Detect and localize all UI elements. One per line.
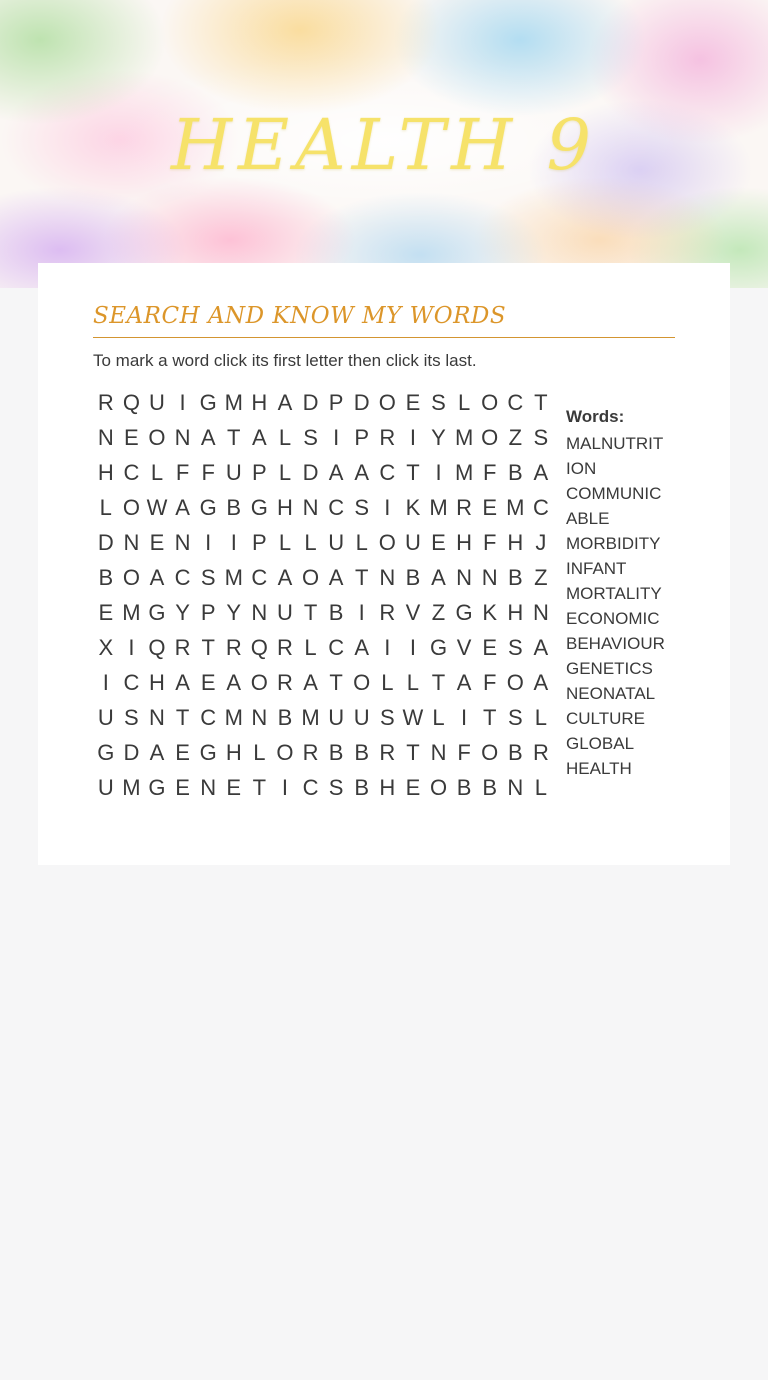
grid-letter[interactable]: N [430, 740, 447, 765]
grid-letter[interactable]: R [302, 740, 319, 765]
grid-letter[interactable]: H [97, 460, 114, 485]
grid-letter[interactable]: P [328, 390, 344, 415]
grid-letter[interactable]: M [454, 460, 474, 485]
grid-letter[interactable]: C [507, 390, 524, 415]
grid-letter[interactable]: N [481, 565, 498, 590]
grid-letter[interactable]: E [149, 530, 165, 555]
grid-letter[interactable]: I [102, 670, 109, 695]
grid-letter[interactable]: A [149, 740, 165, 765]
grid-letter[interactable]: I [384, 635, 391, 660]
grid-letter[interactable]: F [175, 460, 190, 485]
grid-letter[interactable]: C [200, 705, 217, 730]
grid-letter[interactable]: H [507, 600, 524, 625]
grid-letter[interactable]: A [252, 425, 267, 450]
grid-letter[interactable]: I [461, 705, 468, 730]
grid-letter[interactable]: X [98, 635, 114, 660]
grid-letter[interactable]: I [205, 530, 212, 555]
grid-letter[interactable]: B [456, 775, 472, 800]
grid-letter[interactable]: E [482, 495, 498, 520]
grid-letter[interactable]: L [253, 740, 266, 765]
grid-letter[interactable]: E [175, 740, 190, 765]
grid-letter[interactable]: G [97, 740, 115, 765]
grid-letter[interactable]: L [278, 425, 292, 450]
puzzle-card [38, 263, 730, 865]
grid-letter[interactable]: O [301, 565, 320, 590]
grid-letter[interactable]: L [355, 530, 368, 555]
grid-letter[interactable]: C [379, 460, 396, 485]
grid-letter[interactable]: M [454, 425, 474, 450]
word-list-item: MORBIDITY [566, 534, 661, 553]
grid-letter[interactable]: T [406, 740, 420, 765]
grid-letter[interactable]: I [281, 775, 289, 800]
grid-letter[interactable]: Z [508, 425, 523, 450]
grid-letter[interactable]: O [481, 425, 499, 450]
grid-letter[interactable]: M [224, 705, 243, 730]
grid-letter[interactable]: B [98, 565, 114, 590]
grid-letter[interactable]: A [354, 635, 370, 660]
grid-letter[interactable]: L [534, 775, 548, 800]
grid-letter[interactable]: S [379, 705, 395, 730]
grid-letter[interactable]: A [200, 425, 216, 450]
grid-letter[interactable]: B [482, 775, 498, 800]
grid-letter[interactable]: Q [148, 635, 166, 660]
grid-letter[interactable]: U [353, 705, 370, 730]
grid-letter[interactable]: C [251, 565, 268, 590]
grid-letter[interactable]: R [97, 390, 114, 415]
grid-letter[interactable]: A [354, 460, 370, 485]
grid-letter[interactable]: A [533, 460, 549, 485]
grid-letter[interactable]: D [302, 390, 319, 415]
grid-letter[interactable]: E [482, 635, 498, 660]
grid-letter[interactable]: M [429, 495, 448, 520]
grid-letter[interactable]: A [226, 670, 242, 695]
grid-letter[interactable]: C [328, 495, 345, 520]
grid-letter[interactable]: O [481, 390, 499, 415]
grid-letter[interactable]: B [277, 705, 293, 730]
puzzle-title: SEARCH AND KNOW MY WORDS [93, 299, 675, 338]
grid-letter[interactable]: M [506, 495, 525, 520]
grid-letter[interactable]: N [379, 565, 396, 590]
grid-letter[interactable]: S [303, 425, 318, 450]
grid-letter[interactable]: E [98, 600, 114, 625]
grid-letter[interactable]: C [123, 460, 140, 485]
grid-letter[interactable]: O [148, 425, 166, 450]
grid-letter[interactable]: L [304, 530, 317, 555]
grid-letter[interactable]: B [507, 740, 523, 765]
grid-letter[interactable]: R [379, 425, 396, 450]
grid-letter[interactable]: M [122, 600, 141, 625]
grid-letter[interactable]: B [507, 460, 523, 485]
grid-letter[interactable]: O [122, 565, 140, 590]
word-list-items [566, 431, 666, 781]
grid-letter[interactable]: E [200, 670, 216, 695]
grid-letter[interactable]: G [148, 600, 166, 625]
grid-letter[interactable]: D [123, 740, 140, 765]
grid-letter[interactable]: I [333, 425, 340, 450]
grid-letter[interactable]: Z [431, 600, 446, 625]
grid-letter[interactable]: S [200, 565, 216, 590]
grid-letter[interactable]: L [304, 635, 317, 660]
grid-letter[interactable]: L [150, 460, 164, 485]
word-list-item: BEHAVIOUR [566, 634, 665, 653]
grid-letter[interactable]: R [225, 635, 242, 660]
grid-letter[interactable]: R [379, 600, 396, 625]
grid-letter[interactable]: U [225, 460, 242, 485]
grid-letter[interactable]: R [277, 670, 293, 695]
grid-letter[interactable]: N [532, 600, 549, 625]
grid-letter[interactable]: T [406, 460, 420, 485]
word-list-item: NEONATAL [566, 684, 656, 703]
grid-letter[interactable]: D [97, 530, 114, 555]
grid-letter[interactable]: H [251, 390, 268, 415]
grid-letter[interactable]: L [99, 495, 112, 520]
grid-letter[interactable]: L [432, 705, 445, 730]
grid-letter[interactable]: K [482, 600, 498, 625]
grid-letter[interactable]: O [506, 670, 524, 695]
grid-letter[interactable]: T [175, 705, 190, 730]
grid-letter[interactable]: S [124, 705, 139, 730]
grid-letter[interactable]: P [252, 460, 267, 485]
grid-letter[interactable]: B [354, 740, 370, 765]
grid-letter[interactable]: L [534, 705, 548, 730]
grid-letter[interactable]: B [226, 495, 242, 520]
grid-letter[interactable]: U [149, 390, 165, 415]
grid-letter[interactable]: K [405, 495, 421, 520]
grid-letter[interactable]: G [250, 495, 268, 520]
grid-letter[interactable]: H [149, 670, 165, 695]
grid-letter[interactable]: N [149, 705, 165, 730]
grid-letter[interactable]: A [277, 565, 293, 590]
header-banner [0, 0, 768, 288]
grid-letter[interactable]: I [230, 530, 237, 555]
grid-letter[interactable]: S [431, 390, 446, 415]
grid-letter[interactable]: H [379, 775, 396, 800]
grid-letter[interactable]: C [328, 635, 345, 660]
grid-letter[interactable]: T [431, 670, 446, 695]
grid-letter[interactable]: E [124, 425, 139, 450]
word-list-item: MORTALITY [566, 584, 662, 603]
grid-letter[interactable]: Z [534, 565, 548, 590]
grid-letter[interactable]: L [278, 530, 292, 555]
grid-letter[interactable]: F [201, 460, 215, 485]
grid-letter[interactable]: A [533, 670, 549, 695]
grid-letter[interactable]: C [532, 495, 549, 520]
grid-letter[interactable]: U [404, 530, 421, 555]
grid-letter[interactable]: B [328, 740, 344, 765]
grid-letter[interactable]: A [303, 670, 318, 695]
grid-letter[interactable]: U [328, 705, 345, 730]
grid-letter[interactable]: T [252, 775, 267, 800]
word-list-item: CULTURE [566, 709, 646, 728]
grid-letter[interactable]: T [329, 670, 343, 695]
grid-letter[interactable]: I [358, 600, 365, 625]
grid-letter[interactable]: J [535, 530, 547, 555]
grid-letter[interactable]: M [301, 705, 320, 730]
grid-letter[interactable]: M [224, 390, 243, 415]
grid-letter[interactable]: M [224, 565, 243, 590]
grid-letter[interactable]: P [200, 600, 216, 625]
grid-letter[interactable]: O [250, 670, 268, 695]
word-list-item: GLOBAL HEALTH [566, 734, 634, 778]
word-list-item: COMMUNICABLE [566, 484, 662, 528]
grid-letter[interactable]: U [97, 775, 114, 800]
word-list-item: INFANT [566, 559, 627, 578]
grid-letter[interactable]: C [302, 775, 319, 800]
grid-letter[interactable]: G [455, 600, 473, 625]
grid-letter[interactable]: N [302, 495, 319, 520]
grid-letter[interactable]: S [507, 635, 523, 660]
grid-letter[interactable]: N [123, 530, 140, 555]
word-list-item: GENETICS [566, 659, 653, 678]
grid-letter[interactable]: G [199, 740, 217, 765]
grid-letter[interactable]: N [251, 600, 268, 625]
grid-letter[interactable]: T [201, 635, 215, 660]
grid-letter[interactable]: V [456, 635, 472, 660]
grid-letter[interactable]: A [328, 565, 344, 590]
grid-letter[interactable]: B [507, 565, 523, 590]
grid-letter[interactable]: E [226, 775, 242, 800]
grid-letter[interactable]: F [482, 530, 497, 555]
grid-letter[interactable]: I [409, 635, 416, 660]
word-list [566, 405, 666, 781]
grid-letter[interactable]: N [200, 775, 217, 800]
grid-letter[interactable]: S [533, 425, 549, 450]
grid-letter[interactable]: H [507, 530, 524, 555]
page-title: HEALTH 9 [171, 104, 597, 186]
grid-letter[interactable]: B [405, 565, 421, 590]
word-list-label: Words: [566, 407, 625, 426]
grid-letter[interactable]: I [435, 460, 442, 485]
grid-letter[interactable]: A [175, 670, 190, 695]
grid-letter[interactable]: Y [226, 600, 242, 625]
grid-letter[interactable]: Q [122, 390, 140, 415]
grid-letter[interactable]: A [456, 670, 472, 695]
grid-letter[interactable]: A [328, 460, 344, 485]
grid-letter[interactable]: S [354, 495, 370, 520]
grid-letter[interactable]: A [533, 635, 549, 660]
grid-letter[interactable]: O [481, 740, 499, 765]
grid-letter[interactable]: I [384, 495, 391, 520]
grid-letter[interactable]: B [328, 600, 344, 625]
word-search-grid [93, 385, 554, 805]
grid-letter[interactable]: E [431, 530, 446, 555]
grid-letter[interactable]: L [278, 460, 292, 485]
grid-letter[interactable]: F [457, 740, 471, 765]
grid-letter[interactable]: A [277, 390, 293, 415]
grid-letter[interactable]: Y [175, 600, 190, 625]
grid-letter[interactable]: W [402, 705, 424, 730]
grid-letter[interactable]: I [128, 635, 135, 660]
grid-letter[interactable]: M [122, 775, 141, 800]
grid-letter[interactable]: R [456, 495, 473, 520]
grid-letter[interactable]: H [225, 740, 242, 765]
grid-letter[interactable]: R [532, 740, 549, 765]
puzzle-instructions: To mark a word click its first letter then click its last. [93, 351, 477, 370]
grid-letter[interactable]: P [252, 530, 267, 555]
grid-letter[interactable]: O [122, 495, 140, 520]
grid-letter[interactable]: A [149, 565, 165, 590]
grid-letter[interactable]: L [457, 390, 471, 415]
grid-letter[interactable]: S [328, 775, 344, 800]
grid-letter[interactable]: N [174, 530, 191, 555]
word-list-item: MALNUTRITION [566, 434, 664, 478]
grid-letter[interactable]: N [97, 425, 114, 450]
grid-letter[interactable]: G [199, 390, 217, 415]
grid-letter[interactable]: U [328, 530, 345, 555]
grid-letter[interactable]: D [302, 460, 319, 485]
grid-letter[interactable]: T [303, 600, 318, 625]
grid-letter[interactable]: A [175, 495, 190, 520]
grid-letter[interactable]: T [355, 565, 369, 590]
grid-letter[interactable]: V [405, 600, 421, 625]
grid-letter[interactable]: O [276, 740, 294, 765]
grid-letter[interactable]: Y [431, 425, 446, 450]
grid-letter[interactable]: C [174, 565, 191, 590]
grid-letter[interactable]: G [429, 635, 448, 660]
grid-letter[interactable]: N [456, 565, 473, 590]
grid-letter[interactable]: T [534, 390, 548, 415]
grid-letter[interactable]: O [378, 390, 396, 415]
grid-letter[interactable]: O [378, 530, 396, 555]
grid-letter[interactable]: L [406, 670, 420, 695]
grid-letter[interactable]: T [227, 425, 241, 450]
grid-letter[interactable]: H [277, 495, 293, 520]
grid-letter[interactable]: N [174, 425, 191, 450]
grid-letter[interactable]: D [353, 390, 370, 415]
grid-letter[interactable]: P [354, 425, 370, 450]
grid-letter[interactable]: C [123, 670, 140, 695]
grid-letter[interactable]: W [146, 495, 168, 520]
grid-letter[interactable]: U [97, 705, 114, 730]
grid-letter[interactable]: L [381, 670, 394, 695]
grid-letter[interactable]: E [405, 390, 421, 415]
grid-letter[interactable]: B [354, 775, 370, 800]
grid-letter[interactable]: T [482, 705, 497, 730]
word-list-item: ECONOMIC [566, 609, 660, 628]
grid-letter[interactable]: I [409, 425, 416, 450]
grid-letter[interactable]: E [175, 775, 190, 800]
grid-letter[interactable]: E [405, 775, 421, 800]
grid-letter[interactable]: F [482, 670, 497, 695]
grid-letter[interactable]: N [251, 705, 268, 730]
grid-letter[interactable]: U [277, 600, 293, 625]
grid-letter[interactable]: A [431, 565, 446, 590]
grid-letter[interactable]: H [456, 530, 473, 555]
grid-letter[interactable]: O [429, 775, 448, 800]
grid-letter[interactable]: R [277, 635, 293, 660]
grid-letter[interactable]: Q [250, 635, 268, 660]
grid-letter[interactable]: R [379, 740, 396, 765]
grid-letter[interactable]: G [148, 775, 166, 800]
grid-letter[interactable]: O [353, 670, 371, 695]
grid-letter[interactable]: S [507, 705, 523, 730]
grid-letter[interactable]: R [174, 635, 191, 660]
grid-letter[interactable]: N [507, 775, 524, 800]
grid-letter[interactable]: F [482, 460, 497, 485]
grid-letter[interactable]: G [199, 495, 217, 520]
grid-letter[interactable]: I [179, 390, 186, 415]
